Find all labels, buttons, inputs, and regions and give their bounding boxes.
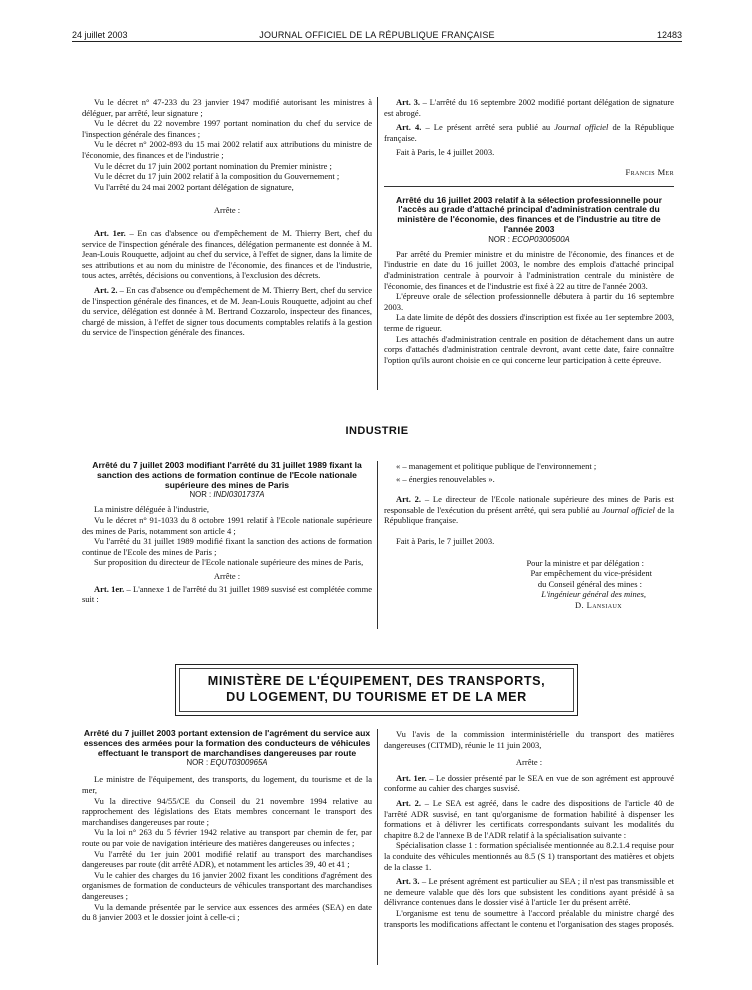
nor-code: EQUT0300965A xyxy=(210,758,268,768)
block1-left-column xyxy=(82,97,372,338)
nor-label: NOR : xyxy=(189,490,214,500)
visa-paragraph: Vu l'arrêté du 1er juin 2001 modifié relatif au transport des marchandises dangereuses par route (dit arrêté ADR), et notamment les articles 39, 40 et 41 ; xyxy=(82,848,372,870)
header-title: JOURNAL OFFICIEL DE LA RÉPUBLIQUE FRANÇAISE xyxy=(259,30,495,40)
visa-paragraph: Vu l'arrêté du 31 juillet 1989 modifié fixant la sanction des actions de formation continue de l'Ecole des mines de Paris ; xyxy=(82,536,372,557)
separator-rule xyxy=(384,186,674,187)
article-paragraph xyxy=(384,122,674,143)
signature-line: Pour la ministre et par délégation : xyxy=(526,557,644,568)
ministry-line: DU LOGEMENT, DU TOURISME ET DE LA MER xyxy=(226,690,527,704)
journal-officiel-ref: Journal officiel xyxy=(602,504,655,515)
article-label: Art. 1er. xyxy=(396,772,427,783)
article-text: – En cas d'absence ou d'empêchement de M. Thierry Bert, chef du service de l'inspection générale des finances, délégation permanente est donnée à M. Jean-Louis Rouquette, adjoint au chef du service, à l'effet de signer, dans la limite de ses attributions et au nom du ministre de l'économie, des finances et de l'industrie, tous actes, arrêtés, décisions ou conventions, à l'exclusion des décrets. xyxy=(82,227,372,281)
body-paragraph: L'épreuve orale de sélection professionnelle débutera à partir du 16 septembre 2003. xyxy=(384,291,674,312)
visa-paragraph: Vu l'arrêté du 24 mai 2002 portant délégation de signature, xyxy=(94,181,294,192)
column-divider xyxy=(377,97,378,390)
article-text: de la République française. xyxy=(384,122,674,143)
block1-right-column xyxy=(384,97,674,365)
ministry-heading-box xyxy=(175,664,578,716)
section-title-industrie: INDUSTRIE xyxy=(345,425,409,437)
body-paragraph: Spécialisation classe 1 : formation spécialisée mentionnée au 8.2.1.4 requise pour la conduite des véhicules mentionnés au 8.5 (S 1) transportant des matières et objets de la classe 1. xyxy=(384,840,674,872)
article-text: – Le directeur de l'Ecole nationale supérieure des mines de Paris est responsable de l'exécution du présent arrêté, qui sera publié au xyxy=(384,494,674,515)
signature-line: L'ingénieur général des mines, xyxy=(541,589,646,600)
article-label: Art. 3. xyxy=(396,97,420,107)
visa-paragraph: Vu le cahier des charges du 16 janvier 2002 fixant les conditions d'agrément des organismes de formation de conducteurs de véhicules transportant des marchandises dangereuses ; xyxy=(82,869,372,901)
visa-paragraph: Vu le décret n° 2002-893 du 15 mai 2002 relatif aux attributions du ministre de l'économie, des finances et de l'industrie ; xyxy=(82,139,372,160)
block3-left-column xyxy=(82,729,372,923)
block2-right-column xyxy=(384,461,674,611)
signature-line: Par empêchement du vice-président xyxy=(530,568,652,579)
visa-paragraph: Vu le décret du 17 juin 2002 relatif à la composition du Gouvernement ; xyxy=(94,171,340,182)
visa-paragraph: Vu le décret n° 47-233 du 23 janvier 1947 modifié autorisant les ministres à déléguer, par arrêté, leur signature ; xyxy=(82,97,372,118)
arrete-heading: Arrête : xyxy=(213,205,241,216)
visa-paragraph: Vu le décret du 17 juin 2002 portant nomination du Premier ministre ; xyxy=(94,160,332,171)
list-item: « – management et politique publique de l'environnement ; xyxy=(396,461,597,471)
article-paragraph xyxy=(82,584,372,605)
body-paragraph: Les attachés d'administration centrale en position de détachement dans un autre corps d'attachés d'administration centrale devront, avant cette date, faire connaître l'option qu'ils auront choisie en ce qui concerne leur participation à cette épreuve. xyxy=(384,333,674,365)
article-paragraph xyxy=(384,494,674,526)
signature: Francis Mer xyxy=(625,166,674,177)
article-text: – L'annexe 1 de l'arrêté du 31 juillet 1989 susvisé est complétée comme suit : xyxy=(82,583,372,605)
article-label: Art. 2. xyxy=(396,494,422,505)
article-label: Art. 2. xyxy=(94,284,118,295)
header-date: 24 juillet 2003 xyxy=(72,30,128,40)
article-text: – Le SEA est agréé, dans le cadre des dispositions de l'article 40 de l'arrêté ADR susvisé, en tant qu'organisme de formation habilité à dispenser les formations et à délivrer les certificats correspondants suivant les modalités du chapitre 8.2 de l'annexe B de l'ADR relatif à la spécialisation suivante : xyxy=(384,797,674,840)
article-label: Art. 2. xyxy=(396,797,421,808)
column-divider xyxy=(377,461,378,629)
fait-a-paris: Fait à Paris, le 4 juillet 2003. xyxy=(396,147,495,158)
block2-left-column xyxy=(82,461,372,605)
article-paragraph xyxy=(82,285,372,338)
article-label: Art. 3. xyxy=(396,876,420,887)
ministry-line: MINISTÈRE DE L'ÉQUIPEMENT, DES TRANSPORTS, xyxy=(207,674,546,688)
visa-paragraph: Vu la loi n° 263 du 5 février 1942 relative au transport par chemin de fer, par route ou par voie de navigation intérieure des matières dangereuses ou infectes ; xyxy=(82,827,372,848)
body-paragraph: Par arrêté du Premier ministre et du ministre de l'économie, des finances et de l'industrie en date du 16 juillet 2003, le nombre des emplois d'attaché principal d'administration centrale à pourvoir à l'administration centrale du ministère de l'économie, des finances et de l'industrie est fixé à 22 au titre de l'année 2003. xyxy=(384,248,674,291)
ministry-heading xyxy=(179,668,574,712)
article-text: – En cas d'absence ou d'empêchement de M. Thierry Bert, chef du service de l'inspection générale des finances, et de M. Jean-Louis Rouquette, adjoint au chef du service, délégation est donnée à M. Bertrand Cozzarolo, inspecteur des finances, chargé de mission, à l'effet de signer tous documents comptables relatifs à la gestion du service de l'inspection générale des finances. xyxy=(82,284,372,338)
article-text: – Le dossier présenté par le SEA en vue de son agrément est approuvé conforme au cahier des charges susvisé. xyxy=(384,772,674,794)
article-paragraph xyxy=(384,876,674,908)
article-label: Art. 4. xyxy=(396,122,422,133)
arrete-title: Arrêté du 7 juillet 2003 modifiant l'arrêté du 31 juillet 1989 fixant la sanction des actions de formation continue de l'Ecole nationale supérieure des mines de Paris xyxy=(92,460,362,490)
body-paragraph: La date limite de dépôt des dossiers d'inscription est fixée au 1er septembre 2003, terme de rigueur. xyxy=(384,312,674,333)
article-paragraph xyxy=(82,228,372,281)
signature-line: du Conseil général des mines : xyxy=(537,578,642,589)
header-page-number: 12483 xyxy=(656,30,682,40)
body-paragraph: L'organisme est tenu de soumettre à l'accord préalable du ministre chargé des transports les modifications affectant le contenu et l'organisation des stages proposés. xyxy=(384,907,674,929)
nor-code: ECOP0300500A xyxy=(512,234,570,244)
body-paragraph: La ministre déléguée à l'industrie, xyxy=(94,504,210,515)
nor-reference xyxy=(82,758,372,768)
nor-code: INDI0301737A xyxy=(213,490,265,500)
body-paragraph: Le ministre de l'équipement, des transports, du logement, du tourisme et de la mer, xyxy=(82,774,372,795)
article-text: – Le présent arrêté sera publié au xyxy=(421,122,555,133)
visa-paragraph: Vu la demande présentée par le service aux essences des armées (SEA) en date du 8 janvier 2003 et le dossier joint à celle-ci ; xyxy=(82,901,372,923)
arrete-title: Arrêté du 16 juillet 2003 relatif à la sélection professionnelle pour l'accès au grade d'attaché principal d'administration centrale du ministère de l'économie, des finances et de l'industrie au titre de l'année 2003 xyxy=(395,194,663,234)
article-paragraph xyxy=(384,798,674,840)
block3-right-column xyxy=(384,729,674,929)
column-divider xyxy=(377,729,378,965)
arrete-heading: Arrête : xyxy=(515,757,543,768)
article-label: Art. 1er. xyxy=(94,227,126,238)
arrete-title: Arrêté du 7 juillet 2003 portant extension de l'agrément du service aux essences des armées pour la formation des conducteurs de véhicules effectuant le transport de marchandises dangereuses par route xyxy=(83,728,371,758)
article-text: de la République française. xyxy=(384,504,674,526)
visa-paragraph: Vu l'avis de la commission interministérielle du transport des matières dangereuses (CITMD), réunie le 11 juin 2003, xyxy=(384,729,674,750)
fait-a-paris: Fait à Paris, le 7 juillet 2003. xyxy=(396,535,495,546)
article-paragraph xyxy=(384,97,674,118)
visa-paragraph: Vu la directive 94/55/CE du Conseil du 21 novembre 1994 relative au rapprochement des législations des Etats membres concernant le transport des marchandises dangereuses par route ; xyxy=(82,795,372,827)
nor-reference xyxy=(82,490,372,500)
nor-label: NOR : xyxy=(488,234,513,244)
running-header xyxy=(72,30,682,42)
article-paragraph xyxy=(384,773,674,794)
visa-paragraph: Vu le décret du 22 novembre 1997 portant nomination du chef du service de l'inspection générale des finances ; xyxy=(82,118,372,139)
article-text: – L'arrêté du 16 septembre 2002 modifié portant délégation de signature est abrogé. xyxy=(384,97,674,118)
visa-paragraph: Vu le décret n° 91-1033 du 8 octobre 1991 relatif à l'Ecole nationale supérieure des mines de Paris, notamment son article 4 ; xyxy=(82,514,372,536)
journal-officiel-ref: Journal officiel xyxy=(554,122,609,133)
article-label: Art. 1er. xyxy=(94,583,125,594)
arrete-heading: Arrête : xyxy=(213,570,241,581)
nor-label: NOR : xyxy=(186,758,211,768)
list-item: « – énergies renouvelables ». xyxy=(396,473,495,484)
signature: D. Lansiaux xyxy=(575,599,622,610)
visa-paragraph: Sur proposition du directeur de l'Ecole nationale supérieure des mines de Paris, xyxy=(94,557,364,568)
article-text: – Le présent agrément est particulier au SEA ; il n'est pas transmissible et ne demeure valable que dès lors que subsistent les conditions ayant présidé à sa délivrance contenues dans le dossier visé à l'article 1er du présent arrêté. xyxy=(384,876,674,908)
nor-reference xyxy=(384,235,674,245)
